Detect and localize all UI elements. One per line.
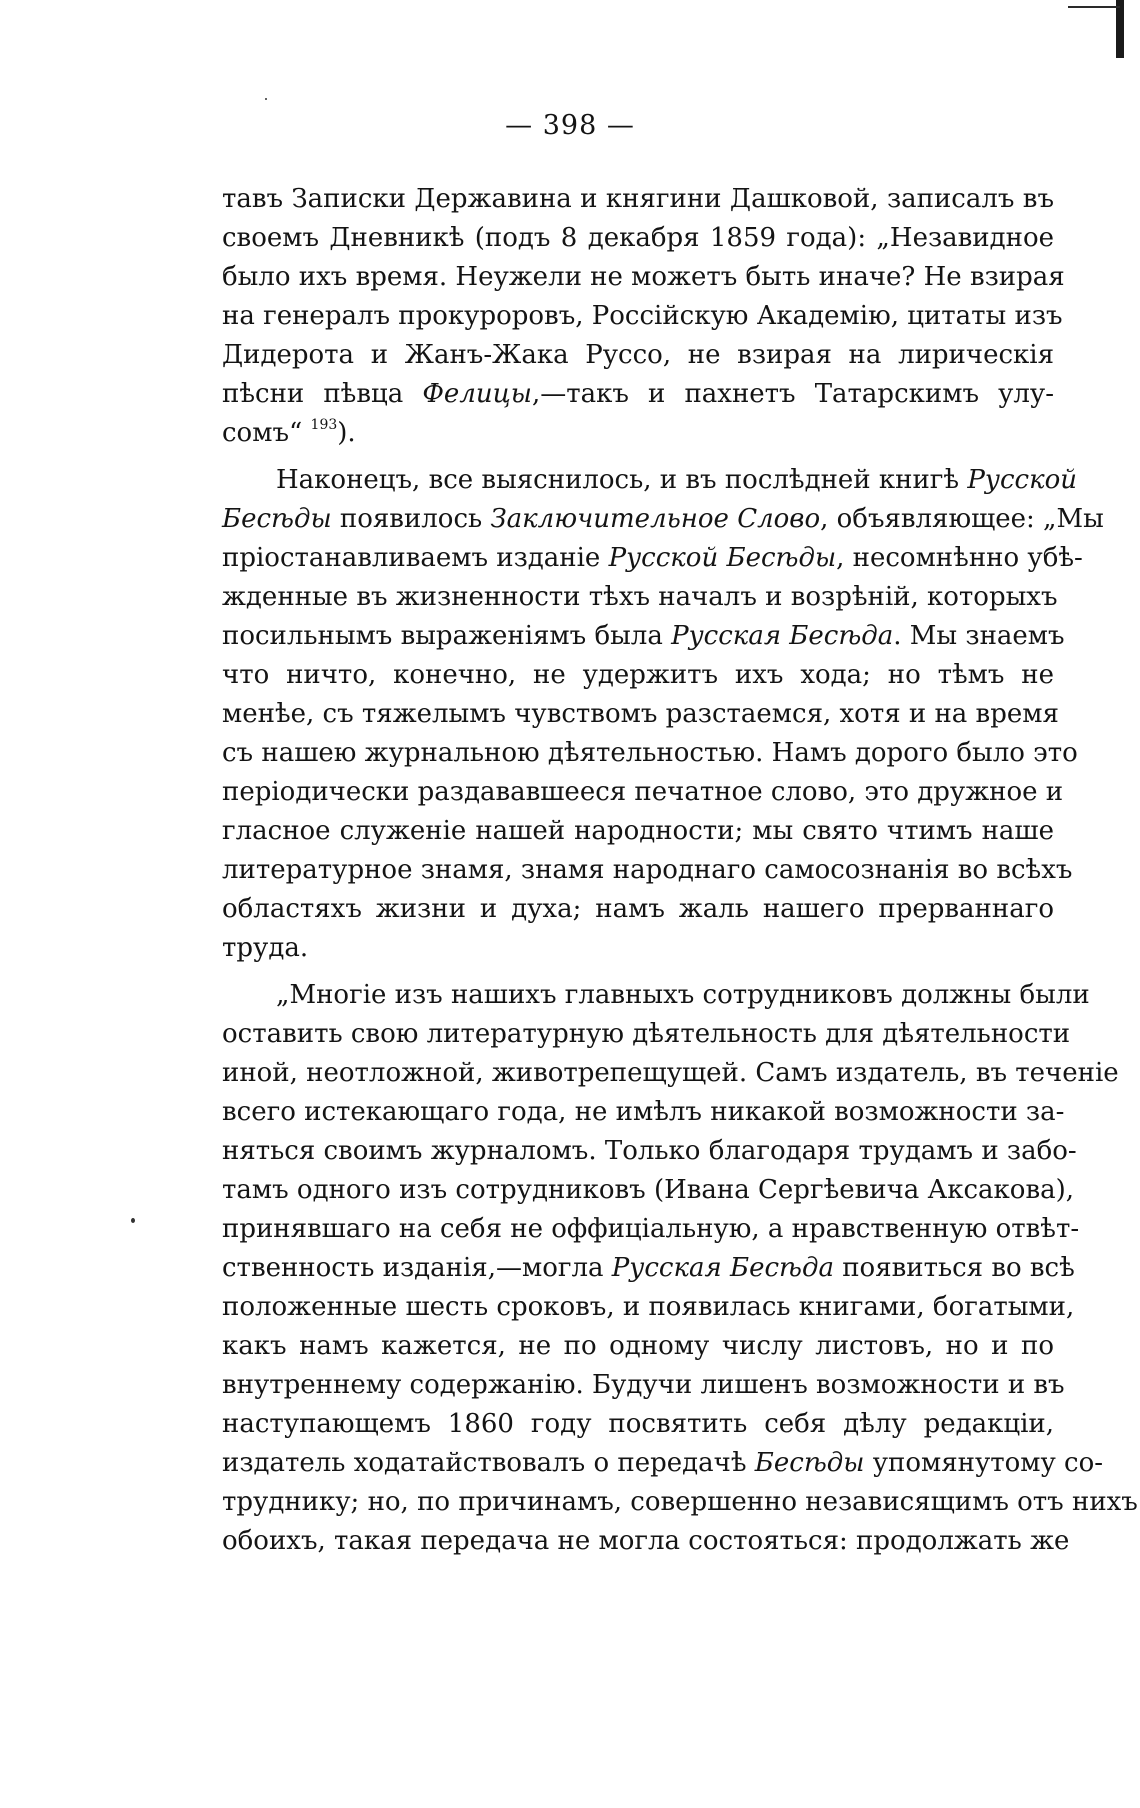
scan-edge-tick xyxy=(1068,6,1120,8)
body-text xyxy=(222,180,1138,1561)
text-line xyxy=(222,929,1054,968)
footnote-ref: 193 xyxy=(310,417,338,433)
text-run: труднику; но, по причинамъ, совершенно независящимъ отъ нихъ xyxy=(222,1487,1138,1517)
scan-speck xyxy=(131,1218,135,1223)
text-run: появиться во всѣ xyxy=(833,1253,1075,1283)
text-run: ственность изданія,—могла xyxy=(222,1253,612,1283)
text-run: гласное служеніе нашей народности; мы свято чтимъ наше xyxy=(222,816,1054,846)
italic-title: Русская Бесѣда xyxy=(611,1253,834,1283)
text-line xyxy=(222,578,1058,617)
text-run: иной, неотложной, животрепещущей. Самъ издатель, въ теченіе xyxy=(222,1058,1119,1088)
text-run: положенные шесть сроковъ, и появилась книгами, богатыми, xyxy=(222,1292,1075,1322)
text-run: сомъ“ xyxy=(222,418,311,448)
text-line xyxy=(222,851,1073,890)
text-run: пріостанавливаемъ изданіе xyxy=(222,543,609,573)
text-line xyxy=(222,1054,1119,1093)
text-line xyxy=(222,414,1054,453)
text-run: „Многіе изъ нашихъ главныхъ сотрудниковъ должны были xyxy=(276,980,1090,1010)
text-run: . Мы знаемъ xyxy=(893,621,1065,651)
text-run: періодически раздававшееся печатное слово, это дружное и xyxy=(222,777,1064,807)
text-run: всего истекающаго года, не имѣлъ никакой возможности за- xyxy=(222,1097,1065,1127)
text-line xyxy=(222,1015,1071,1054)
italic-title: Русской xyxy=(967,465,1077,495)
text-line xyxy=(222,1366,1065,1405)
text-line xyxy=(222,336,1054,375)
scan-edge-mark xyxy=(1116,0,1124,58)
text-run: обоихъ, такая передача не могла состояться: продолжать же xyxy=(222,1526,1070,1556)
text-run: тамъ одного изъ сотрудниковъ (Ивана Сергѣевича Аксакова), xyxy=(222,1175,1075,1205)
paragraph-3 xyxy=(222,976,1138,1561)
text-run: какъ намъ кажется, не по одному числу листовъ, но и по xyxy=(222,1331,1054,1361)
text-run: посильнымъ выраженіямъ была xyxy=(222,621,672,651)
text-line xyxy=(222,539,1083,578)
text-line xyxy=(222,890,1054,929)
text-line xyxy=(222,1327,1054,1366)
text-run: , объявляющее: „Мы xyxy=(820,504,1104,534)
text-run: , несомнѣнно убѣ- xyxy=(836,543,1083,573)
text-line xyxy=(222,1093,1065,1132)
text-line xyxy=(222,695,1059,734)
paragraph-2 xyxy=(222,461,1104,968)
text-run: что ничто, конечно, не удержитъ ихъ хода; но тѣмъ не xyxy=(222,660,1054,690)
text-line xyxy=(222,1405,1054,1444)
text-run: литературное знамя, знамя народнаго самосознанія во всѣхъ xyxy=(222,855,1073,885)
italic-title: Русская Бесѣда xyxy=(671,621,894,651)
paragraph-1 xyxy=(222,180,1065,453)
text-line xyxy=(222,1210,1080,1249)
italic-title: Русской Бесѣды xyxy=(608,543,837,573)
text-line xyxy=(222,500,1104,539)
text-run: Наконецъ, все выяснилось, и въ послѣдней книгѣ xyxy=(276,465,968,495)
text-line xyxy=(222,617,1065,656)
italic-title: Бесѣды xyxy=(754,1448,865,1478)
text-run: съ нашею журнальною дѣятельностью. Намъ дорого было это xyxy=(222,738,1078,768)
text-run: на генералъ прокуроровъ, Россійскую Академію, цитаты изъ xyxy=(222,301,1063,331)
text-run: оставить свою литературную дѣятельность для дѣятельности xyxy=(222,1019,1071,1049)
text-run: менѣе, съ тяжелымъ чувствомъ разстаемся, хотя и на время xyxy=(222,699,1059,729)
text-line xyxy=(222,1288,1075,1327)
text-run: наступающемъ 1860 году посвятить себя дѣлу редакціи, xyxy=(222,1409,1054,1439)
text-run: издатель ходатайствовалъ о передачѣ xyxy=(222,1448,755,1478)
text-run: областяхъ жизни и духа; намъ жаль нашего прерваннаго xyxy=(222,894,1054,924)
text-run: упомянутому со- xyxy=(864,1448,1104,1478)
text-run: жденные въ жизненности тѣхъ началъ и возрѣній, которыхъ xyxy=(222,582,1058,612)
italic-title: Заключительное Слово xyxy=(490,504,821,534)
page-number: — 398 — xyxy=(505,110,635,141)
text-line xyxy=(222,734,1078,773)
text-run: появилось xyxy=(331,504,491,534)
text-run: принявшаго на себя не оффиціальную, а нравственную отвѣт- xyxy=(222,1214,1080,1244)
text-line xyxy=(222,1249,1075,1288)
text-run: няться своимъ журналомъ. Только благодаря трудамъ и забо- xyxy=(222,1136,1077,1166)
text-line xyxy=(222,219,1054,258)
scan-speck xyxy=(265,98,267,100)
text-run: труда. xyxy=(222,933,309,963)
text-line xyxy=(222,461,1077,500)
text-run: своемъ Дневникѣ (подъ 8 декабря 1859 года): „Незавидное xyxy=(222,223,1054,253)
text-run: пѣсни пѣвца xyxy=(222,379,423,409)
text-line xyxy=(222,656,1054,695)
text-run: внутреннему содержанію. Будучи лишенъ возможности и въ xyxy=(222,1370,1065,1400)
text-line xyxy=(222,375,1054,414)
text-line xyxy=(222,258,1065,297)
italic-title: Бесѣды xyxy=(222,504,332,534)
text-line xyxy=(222,1171,1075,1210)
text-line xyxy=(222,1522,1070,1561)
text-run: ,—такъ и пахнетъ Татарскимъ улу- xyxy=(531,379,1055,409)
text-line xyxy=(222,297,1063,336)
text-line xyxy=(222,1444,1104,1483)
italic-title: Фелицы xyxy=(422,379,532,409)
text-line xyxy=(222,1132,1077,1171)
text-line xyxy=(222,773,1064,812)
text-line xyxy=(222,976,1090,1015)
text-run: Дидерота и Жанъ-Жака Руссо, не взирая на лирическія xyxy=(222,340,1054,370)
text-line xyxy=(222,812,1054,851)
text-run: было ихъ время. Неужели не можетъ быть иначе? Не взирая xyxy=(222,262,1065,292)
text-run: тавъ Записки Державина и княгини Дашковой, записалъ въ xyxy=(222,184,1054,214)
text-line xyxy=(222,180,1054,219)
text-line xyxy=(222,1483,1138,1522)
text-run: ). xyxy=(337,418,356,448)
